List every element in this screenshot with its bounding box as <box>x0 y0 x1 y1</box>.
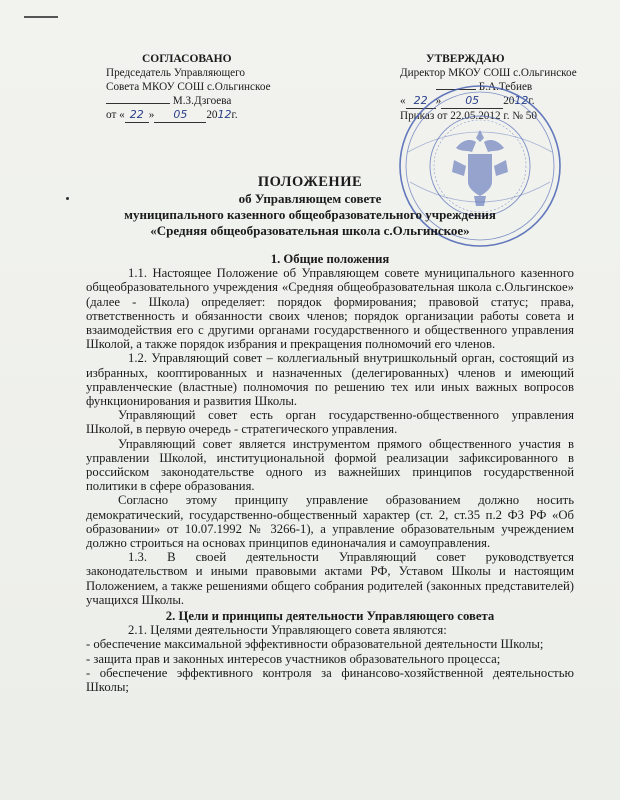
date-year: 12 <box>217 108 232 121</box>
date-day: 22 <box>129 108 144 121</box>
date-year: 12 <box>514 94 529 107</box>
paragraph-1-3: 1.3. В своей деятельности Управляющий совет руководствуется законодательством и иными правовыми актами РФ, Уставом Школы и настоящим Положением, а также решениями общего собрания родителей (законных представителей) учащихся Школы. <box>86 550 574 607</box>
date-month: 05 <box>173 108 188 121</box>
signature-blank <box>106 103 170 104</box>
section-2-heading: 2. Цели и принципы деятельности Управляющего совета <box>165 609 495 624</box>
document-body <box>86 252 574 694</box>
agreed-organization: Совета МКОУ СОШ с.Ольгинское <box>106 81 271 93</box>
date-day-field <box>125 108 149 123</box>
agreed-position: Председатель Управляющего <box>106 67 245 79</box>
date-open-quote: « <box>400 95 406 107</box>
title-institution-name: «Средняя общеобразовательная школа с.Ольгинское» <box>150 223 470 238</box>
corner-mark <box>24 16 58 18</box>
date-suffix: г. <box>528 95 535 107</box>
date-suffix: г. <box>231 109 238 121</box>
paragraph-principle: Согласно этому принципу управление образованием должно носить демократический, государственно-общественный характер (ст. 2, ст.35 п.2 ФЗ РФ «Об образовании» от 10.07.1992 № 3266-1), а управление образовательным учреждением должно строиться на основах принципов единоначалия и самоуправления. <box>86 493 574 551</box>
date-open-quote: от « <box>106 109 125 121</box>
date-month: 05 <box>465 94 480 107</box>
date-close-quote: » <box>148 109 155 121</box>
title-subject: об Управляющем совете <box>238 191 382 206</box>
approved-title: УТВЕРЖДАЮ <box>426 53 505 65</box>
agreed-signature-line <box>106 94 316 108</box>
paragraph-council-organ: Управляющий совет есть орган государственно-общественного управления Школой, в первую очередь - стратегического управления. <box>86 408 574 437</box>
section-1-heading: 1. Общие положения <box>270 252 390 266</box>
agreed-title: СОГЛАСОВАНО <box>142 53 232 65</box>
list-item: - обеспечение эффективного контроля за финансово-хозяйственной деятельностью Школы; <box>86 665 574 695</box>
approval-order: Приказ от 22.05.2012 г. № 50 <box>400 110 537 122</box>
approved-position: Директор МКОУ СОШ с.Ольгинское <box>400 67 577 79</box>
paragraph-council-instrument: Управляющий совет является инструментом прямого общественного участия в управлении Школой, институциональной формой реализации зафиксированного в российском законодательстве одного из важнейших принципов государственной политики в сфере образования. <box>86 436 574 494</box>
approval-block-agreed <box>106 52 316 123</box>
agreed-signer: М.З.Дзгоева <box>172 95 232 107</box>
approved-signer: Б.А.Тебиев <box>478 81 533 93</box>
paragraph-1-1: 1.1. Настоящее Положение об Управляющем совете муниципального казенного общеобразовательного учреждения «Средняя общеобразовательная школа с.Ольгинское» (далее - Школа) определяет: порядок формирования; правовой статус; права, ответственность и обязанности своих членов; порядок организации работы совета и взаимодействия его с другими органами государственного и общественного управления Школой, а также порядок избрания и прекращения полномочий его членов. <box>86 266 574 352</box>
date-month-field <box>154 108 206 123</box>
paragraph-2-1: 2.1. Целями деятельности Управляющего совета являются: <box>128 623 447 638</box>
paragraph-1-2: 1.2. Управляющий совет – коллегиальный внутришкольный орган, состоящий из избранных, кооптированных и назначенных (делегированных) членов и имеющий управленческие (властные) полномочия по решению тех или иных важных вопросов функционирования и развития Школы. <box>86 351 574 409</box>
agreed-date <box>106 108 316 123</box>
date-close-quote: » <box>435 95 442 107</box>
date-day: 22 <box>413 94 428 107</box>
date-year-prefix: 20 <box>206 109 218 121</box>
list-item: - обеспечение максимальной эффективности образовательной деятельности Школы; <box>86 637 544 652</box>
document-title <box>0 174 620 239</box>
list-item: - защита прав и законных интересов участников образовательного процесса; <box>86 651 501 666</box>
title-heading: ПОЛОЖЕНИЕ <box>257 174 363 190</box>
date-year-prefix: 20 <box>503 95 515 107</box>
title-institution-type: муниципального казенного общеобразовательного учреждения <box>124 207 496 222</box>
